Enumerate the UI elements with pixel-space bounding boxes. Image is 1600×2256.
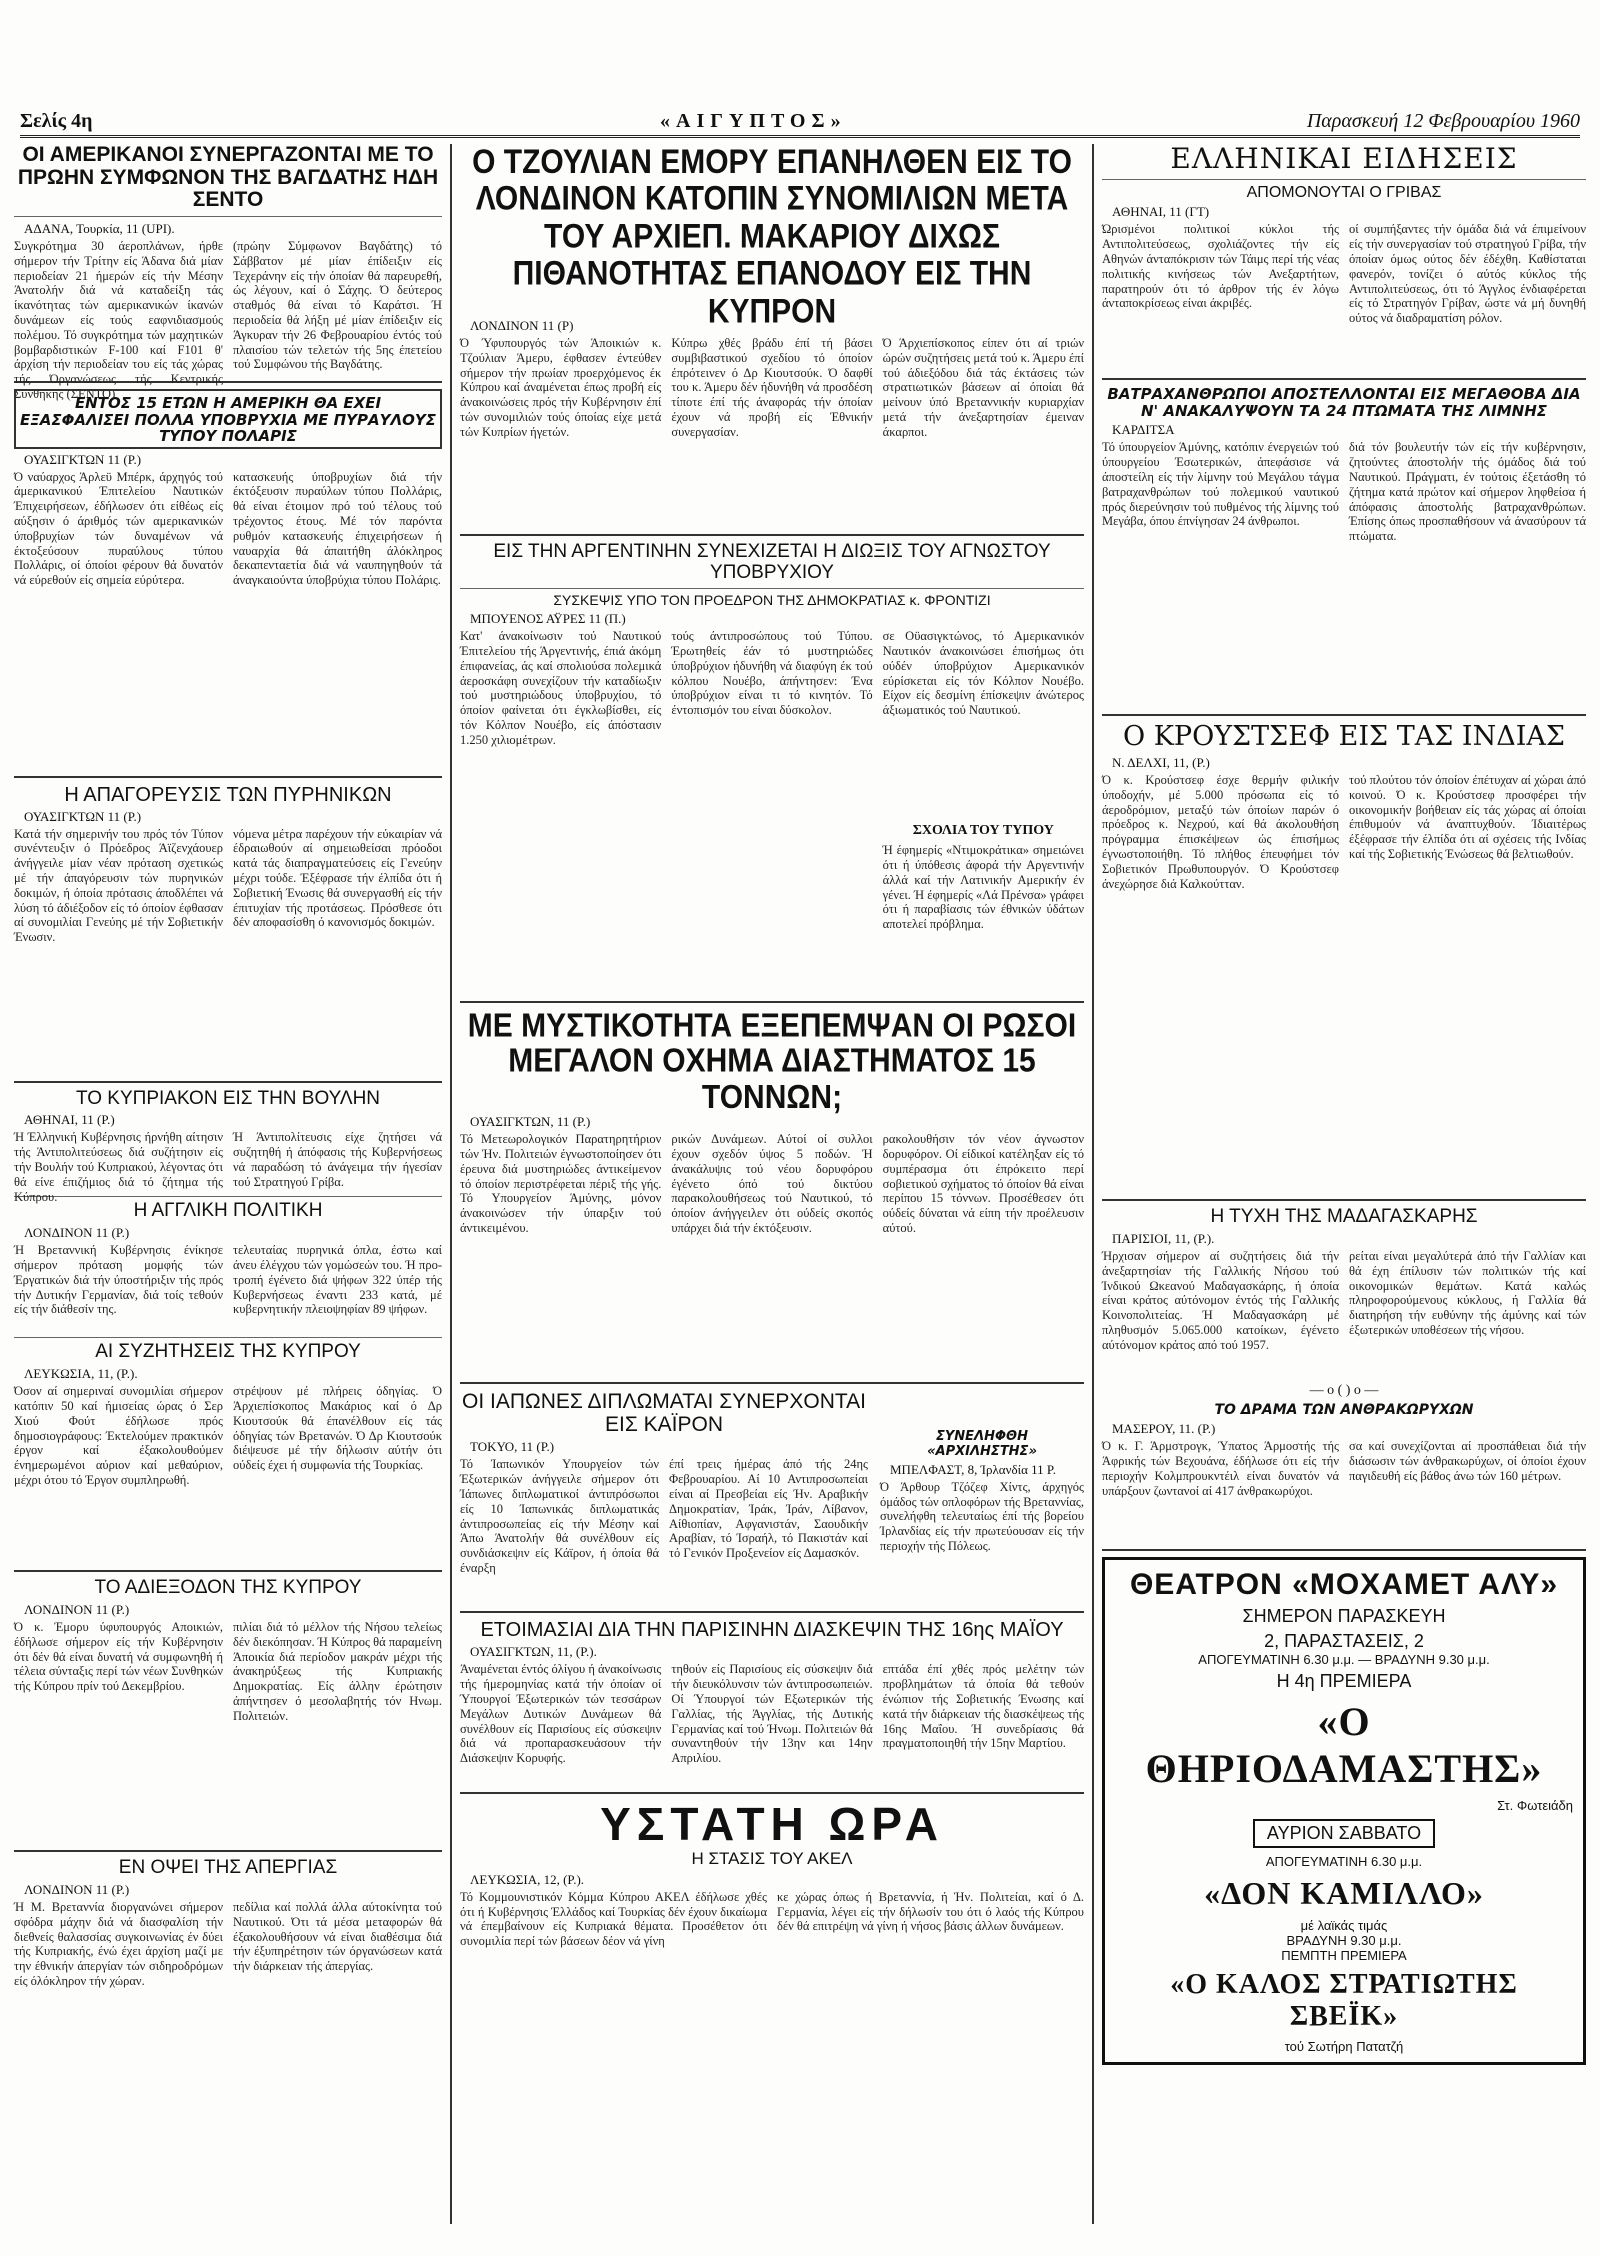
article-text: Ήρχισαν σήμερον αί συζητήσεις διά τήν άνεξαρτησίαν τής Γαλλικής Νήσου τού Ίνδικού Ωκεανού Μαδαγασκάρης, ή όποία είναι κράτος αύτόνομον έντός τής Γαλλικής Κοινοπολιτείας. Ή Μαδαγασκάρη μέ πληθυσμόν 5.065.000 κατοίκων, έγένετο αύτόνομον κράτος από τού 1957. — [1102, 1248, 1339, 1352]
column-rule — [1092, 144, 1094, 2224]
article-text: νόμενα μέτρα παρέχουν τήν εύκαιρίαν νά έδραιωθούν αί σημειωθείσαι πρόοδοι κατά τάς διαπραγματεύσεις είς Γενεύην μέχρι τούδε. Έξέφρασε τήν έλπίδα ότι ή Σοβιετική Ένωσις θά συνεργασθή είς τήν έπιτυχίαν τής προτάσεως. Πρόσθεσε ότι δέν αποφασίσθη ό κανονισμός δοκιμών. — [233, 826, 442, 930]
divider — [460, 1382, 1084, 1384]
ad-times: ΑΠΟΓΕΥΜΑΤΙΝΗ 6.30 μ.μ. — ΒΡΑΔΥΝΗ 9.30 μ.μ. — [1198, 1652, 1490, 1668]
ad-afternoon: ΑΠΟΓΕΥΜΑΤΙΝΗ 6.30 μ.μ. — [1265, 1854, 1423, 1870]
article-text: επτάδα έπί χθές πρός μελέτην τών προβλημάτων τά όποία θά τεθούν ένώπιον τής Σοβιετικής Ένωσης καί κατά τήν διάρκειαν τής διασκέψεως τής 16ης Μαΐου. Ή συνεδρίασις θά πραγματοποιηθή τήν 15ην Μαρτίου. — [882, 1662, 1084, 1751]
article-russian-spacecraft — [460, 1009, 1084, 1376]
article-text: Τό ύπουργείον Άμύνης, κατόπιν ένεργειών τού ύπουργείου Έσωτερικών, άπεφάσισε νά άποστείλη είς τήν λίμνην τού Μεγάλου τάγμα βατραχανθρώπων τού πολεμικού ναυτικού πρός διερεύνησιν τού πυθμένος τής λίμνης τού Μεγάβα, όπου έπνίγησαν 24 άνθρωποι. — [1102, 440, 1339, 529]
divider — [1102, 1549, 1586, 1551]
article-text: Άναμένεται έντός όλίγου ή άνακοίνωσις τής ήμερομηνίας κατά τήν όποίαν οί Ύπουργοί Έξωτερικών τών τεσσάρων Μεγάλων Δυτικών Δυνάμεων θά συνέλθουν είς Παρισίους είς σύσκεψιν διά νά προπαρασκευάσουν τήν Διάσκεψιν Κορυφής. — [460, 1662, 662, 1766]
headline: ΕΝ ΟΨΕΙ ΤΗΣ ΑΠΕΡΓΙΑΣ — [118, 1857, 338, 1879]
subheadline: ΣΥΣΚΕΨΙΣ ΥΠΟ ΤΟΝ ΠΡΟΕΔΡΟΝ ΤΗΣ ΔΗΜΟΚΡΑΤΙΑΣ κ. ΦΡΟΝΤΙΖΙ — [553, 591, 991, 608]
divider — [460, 534, 1084, 536]
divider — [14, 1850, 442, 1852]
headline: ΕΝΤΟΣ 15 ΕΤΩΝ Η ΑΜΕΡΙΚΗ ΘΑ ΕΧΕΙ ΕΞΑΣΦΑΛΙΣΕΙ ΠΟΛΛΑ ΥΠΟΒΡΥΧΙΑ ΜΕ ΠΥΡΑΥΛΟΥΣ ΤΥΠΟΥ ΠΟΛΑΡΙΣ — [20, 394, 436, 446]
dateline: ΜΑΣΕΡΟΥ, 11. (Ρ.) — [1112, 1421, 1216, 1437]
article-body — [1102, 440, 1586, 708]
article-body — [14, 470, 442, 770]
headline: ΥΣΤΑΤΗ ΩΡΑ — [600, 1798, 944, 1851]
center-lower-side — [880, 1390, 1084, 1605]
article-madagascar — [1102, 1207, 1586, 1379]
ad-author: Στ. Φωτειάδη — [1497, 1798, 1573, 1814]
article-cyprus-deadlock — [14, 1578, 442, 1844]
divider — [460, 1611, 1084, 1613]
press-comments-title: ΣΧΟΛΙΑ ΤΟΥ ΤΥΠΟΥ — [912, 823, 1054, 839]
article-last-hour — [460, 1800, 1084, 2007]
article-amery-london — [460, 144, 1084, 528]
article-body — [460, 629, 1084, 995]
subheadline: ΑΠΟΜΟΝΟΥΤΑΙ Ο ΓΡΙΒΑΣ — [1246, 183, 1442, 201]
article-text: Ό Ύφυπουργός τών Άποικιών κ. Τζούλιαν Άμερυ, έφθασεν έντεύθεν σήμερον τήν πρωίαν προερχόμενος έκ Κύπρου καί άναμένεται έπως προβή είς άνακοινώσεις πρός τήν Κυβέρνησιν έπί τών συνομιλιών τούς όποίας είχε μετά τών Κυπρίων ήγετών. — [460, 335, 662, 439]
dateline: ΠΑΡΙΣΙΟΙ, 11, (Ρ.). — [1112, 1230, 1215, 1246]
dateline: ΟΥΑΣΙΓΚΤΩΝ, 11 (Ρ.) — [470, 1114, 591, 1130]
article-americans-cento — [14, 143, 442, 401]
article-greek-news — [1102, 144, 1586, 372]
article-body — [14, 1900, 442, 1988]
column-rule — [450, 144, 452, 2224]
article-khrushchev-india — [1102, 722, 1586, 1193]
article-text: Κατ' άνακοίνωσιν τού Ναυτικού Έπιτελείου τής Άργεντινής, έπιά άκόμη έπιφανείας, άς καί σπολιούσα πολεμικά άεροσκάφη συνεχίζουν τήν καταδίωξιν τού μυστηριώδους ύποβρυχίου, τό όποίον φαίνεται ότι έγκλωβίσθει, είς τόν Κόλπον Νουέβο, είς άπόστασιν 1.250 χιλιομέτρων. — [460, 629, 662, 747]
dateline: ΛΟΝΔΙΝΟΝ 11 (Ρ.) — [24, 1881, 130, 1897]
dateline: ΑΘΗΝΑΙ, 11 (Ρ.) — [24, 1112, 115, 1128]
article-text: Όσον αί σημεριναί συνομιλίαι σήμερον κατόπιν 50 καί ήμισείας ώρας ό Σερ Χιού Φούτ έδήλωσε πρός δημοσιογράφους: Έκτελούμεν πρακτικόν έργον καί έξακολουθούμεν ένημερωμένοι αύριον καί μεθαύριον, μέχρι ότου τό Έργον συμπληρωθή. — [14, 1384, 223, 1487]
headline: ΟΙ ΙΑΠΩΝΕΣ ΔΙΠΛΩΜΑΤΑΙ ΣΥΝΕΡΧΟΝΤΑΙ ΕΙΣ ΚΑΪΡΟΝ — [462, 1390, 866, 1437]
column-right — [1102, 144, 1586, 2224]
divider — [14, 1337, 442, 1338]
article-text: τούς άντιπροσώπους τού Τύπου. Έρωτηθείς έάν τό μυστηριώδες ύποβρύχιον ήδυνήθη νά διαφύγη έκ τού κόλπου Νουέβο, άπήντησεν: Ένα ύποβρύχιον είναι τι τό κινητόν. Τό έντοπισμόν του είναι δύσκολον. — [671, 629, 873, 718]
article-cyprus-talks — [14, 1342, 442, 1564]
issue-date: Παρασκευή 12 Φεβρουαρίου 1960 — [1306, 110, 1580, 132]
divider — [1102, 378, 1586, 380]
article-body — [14, 239, 442, 401]
article-text: σε Οϋασιγκτώνος, τό Αμερικανικόν Ναυτικόν άνακοινώσει έπισήμως ότι ούδέν ύποβρύχιον Αμερικανικόν εύρίσκεται είς τόν Κόλπον Νουέβο. Είχον είς δεσμίνη έπίσκεψιν άνώτερος άξιωματικός τού Ναυτικού. — [882, 629, 1084, 718]
dateline: Ν. ΔΕΛΧΙ, 11, (Ρ.) — [1112, 755, 1210, 771]
headline: ΤΟ ΔΡΑΜΑ ΤΩΝ ΑΝΘΡΑΚΩΡΥΧΩΝ — [1214, 1401, 1474, 1418]
article-body — [1102, 773, 1586, 1193]
theater-name: ΘΕΑΤΡΟΝ «ΜΟΧΑΜΕΤ ΑΛΥ» — [1129, 1568, 1559, 1602]
article-text: πεδίλια καί πολλά άλλα αύτοκίνητα τού Ναυτικού. Ότι τά μέσα μεταφορών θά έξακολουθήσουν νά είναι διαθέσιμα διά τήν έξυπηρέτησιν τών όργανώσεων κατά τήν διάρκειαν τής άπεργίας. — [233, 1899, 442, 1974]
ad-premiere: Η 4η ΠΡΕΜΙΕΡΑ — [1276, 1671, 1412, 1692]
dateline: ΟΥΑΣΙΓΚΤΩΝ 11 (Ρ.) — [24, 808, 142, 824]
dateline: ΛΟΝΔΙΝΟΝ 11 (Ρ) — [470, 317, 574, 333]
article-body — [460, 1132, 1084, 1376]
divider — [14, 1196, 442, 1197]
dateline: ΚΑΡΔΙΤΣΑ — [1112, 422, 1175, 438]
page-number: Σελίς 4η — [20, 110, 93, 132]
column-left — [14, 144, 442, 2224]
dateline: ΑΘΗΝΑΙ, 11 (ΓΤ) — [1112, 204, 1210, 220]
column-center — [460, 144, 1084, 2224]
center-lower-row — [460, 1390, 1084, 1605]
headline: Ο ΤΖΟΥΛΙΑΝ ΕΜΟΡΥ ΕΠΑΝΗΛΘΕΝ ΕΙΣ ΤΟ ΛΟΝΔΙΝΟΝ ΚΑΤΟΠΙΝ ΣΥΝΟΜΙΛΙΩΝ ΜΕΤΑ ΤΟΥ ΑΡΧΙΕΠ. ΜΑΚΑΡΙΟΥ ΔΙΧΩΣ ΠΙΘΑΝΟΤΗΤΑΣ ΕΠΑΝΟΔΟΥ ΕΙΣ ΤΗΝ ΚΥΠΡΟΝ — [472, 142, 1072, 330]
dateline: ΛΕΥΚΩΣΙΑ, 12, (Ρ.). — [470, 1871, 585, 1887]
dateline: ΤΟΚΥΟ, 11 (Ρ.) — [470, 1439, 555, 1455]
ad-tomorrow: ΑΥΡΙΟΝ ΣΑΒΒΑΤΟ — [1253, 1819, 1435, 1848]
article-text: κε χώρας όπως ή Βρεταννία, ή Ήν. Πολιτείαι, καί ό Δ. Γερμανία, λέγει είς τήν δήλωσίν του ότι ό λαός τής Κύπρου δέν θά επιτρέψη νά γίνη ή νήσος βάσις άλλων δυνάμεων. — [777, 1889, 1084, 1934]
article-argentina-submarine — [460, 542, 1084, 995]
article-text: Συγκρότημα 30 άεροπλάνων, ήρθε σήμερον τήν Τρίτην είς Άδανα διά μίαν περιοδείαν 21 ήμερών είς τήν Μέσην Άνατολήν διά νά καταδείξη τάς ίκανότητας τών αμερικανικών ίκανών δυνάμεων είς τούς εαφνιδιασμούς πολέμου. Τό συγκρότημα τών μαχητικών βομβαρδιστικών F-100 καί F101 θ' άρχίση τήν περιοδείαν του είς τάς χώρας τής Όργανώσεως τής Κεντρικής Συνθήκης (ΣΕΝΤΟ) — [14, 239, 223, 401]
dateline: ΛΟΝΔΙΝΟΝ 11 (Ρ.) — [24, 1602, 130, 1618]
headline: ΕΤΟΙΜΑΣΙΑΙ ΔΙΑ ΤΗΝ ΠΑΡΙΣΙΝΗΝ ΔΙΑΣΚΕΨΙΝ ΤΗΣ 16ης ΜΑΪΟΥ — [480, 1619, 1064, 1642]
article-text: Ή Άντιπολίτευσις είχε ζητήσει νά συζητηθή ή άπόφασις τής Κυβερνήσεως νά παραδώση τό άνάγειμα τήν ήγεσίαν τού Στρατηγού Γρίβα. — [233, 1130, 442, 1189]
dateline: ΟΥΑΣΙΓΚΤΩΝ 11 (Ρ.) — [24, 451, 142, 467]
article-strike — [14, 1858, 442, 1988]
article-text: ρικών Δυνάμεων. Αύτοί οί συλλοι έχουν σχεδόν ύψος 5 ποδών. Ή άνακάλυψις τού νέου δορυφόρου έγένετο όπό τού δικτύου παρακολουθήσεως τού Ναυτικού, τό όποίον άνήγγειλεν ότι ούδείς σκοπός υπάρχει διά τήν έκτόξευσιν. — [671, 1132, 873, 1236]
article-text: Ό κ. Γ. Άρμστρογκ, Ύπατος Άρμοστής τής Άφρικής τών Βεχουάνα, έδήλωσε ότι είς τήν περιοχήν Κολμπρουκντέιλ είναι δυνατόν νά υπάρξουν ζωντανοί αί 417 άνθρακωρύχοι. — [1102, 1439, 1339, 1498]
headline: ΕΛΛΗΝΙΚΑΙ ΕΙΔΗΣΕΙΣ — [1170, 142, 1518, 175]
article-text: Ή έφημερίς «Ντιμοκράτικα» σημειώνει ότι ή ύπόθεσις άφορά τήν Αργεντινήν άλλά καί τήν Λατινικήν Αμερικήν έν γένει. Ή έφημερίς «Λά Πρένσα» γράφει ότι ή παραβίασις τών έθνικών ύδάτων αποτελεί πρόβλημα. — [882, 843, 1084, 932]
dateline: ΜΠΟΥΕΝΟΣ ΑΫΡΕΣ 11 (Π.) — [470, 611, 626, 627]
article-text: Ώρισμένοι πολιτικοί κύκλοι τής Αντιπολιτεύσεως, σχολιάζοντες τήν είς Αθηνών άνταπόκρισιν τών Τάιμς περί τής νέας πολιτικής κινήσεως τών Ανεξαρτήτων, παρατηρούν ότι τό άρθρον τής έν λόγω άνταποκρίσεως είναι άκριβές. — [1102, 222, 1339, 311]
ad-premiere-fifth: ΠΕΜΠΤΗ ΠΡΕΜΙΕΡΑ — [1281, 1948, 1407, 1964]
divider — [460, 1792, 1084, 1794]
headline: ΕΙΣ ΤΗΝ ΑΡΓΕΝΤΙΝΗΝ ΣΥΝΕΧΙΖΕΤΑΙ Η ΔΙΩΞΙΣ ΤΟΥ ΑΓΝΩΣΤΟΥ ΥΠΟΒΡΥΧΙΟΥ — [493, 540, 1051, 583]
dateline: ΛΕΥΚΩΣΙΑ, 11, (Ρ.). — [24, 1366, 138, 1382]
dateline: ΟΥΑΣΙΓΚΤΩΝ, 11, (Ρ.). — [470, 1644, 597, 1660]
headline: Η ΑΠΑΓΟΡΕΥΣΙΣ ΤΩΝ ΠΥΡΗΝΙΚΩΝ — [64, 783, 392, 806]
divider — [14, 776, 442, 778]
article-text: Τό Μετεωρολογικόν Παρατηρητήριον τών Ήν. Πολιτειών έγνωστοποίησεν ότι έρευνα διά μυστηριώδες άντικείμενον τό όποίον περιστρέφεται πέριξ τής γής. Τό Υπουργείον Άμύνης, μόνον άνακοινώσεν τήν ύπαρξιν τού άντικειμένου. — [460, 1132, 662, 1236]
divider — [460, 588, 1084, 589]
ad-performances: 2, ΠΑΡΑΣΤΑΣΕΙΣ, 2 — [1264, 1631, 1424, 1652]
divider — [14, 1081, 442, 1083]
article-body — [460, 1890, 1084, 2008]
ad-play-title: «ΔΟΝ ΚΑΜΙΛΛΟ» — [1204, 1875, 1484, 1912]
article-text: ρείται είναι μεγαλύτερά άπό τήν Γαλλίαν και θά έχη έπίλυσιν τών πολιτικών τής καί οικονομικών θεμάτων. Κατά καλώς πληροφορούμενους κύκλους, ή Γαλλία θά διατηρήση τήν ευθύνην τής άμύνης καί τών έξωτερικών υποθέσεων τής νήσου. — [1349, 1248, 1586, 1337]
newspaper-title: «ΑΙΓΥΠΤΟΣ» — [660, 110, 847, 132]
headline: ΤΟ ΑΔΙΕΞΟΔΟΝ ΤΗΣ ΚΥΠΡΟΥ — [94, 1577, 362, 1599]
theater-advertisement — [1102, 1557, 1586, 2065]
dateline: ΛΟΝΔΙΝΟΝ 11 (Ρ.) — [24, 1225, 130, 1241]
article-japanese-diplomats — [460, 1390, 868, 1605]
ad-popular-prices: μέ λαϊκάς τιμάς — [1300, 1918, 1388, 1934]
divider — [14, 1570, 442, 1572]
article-text: διά τόν βουλευτήν τών είς τήν κυβέρνησιν, ζητούντες άποστολήν τής όμάδος διά τού Ναυτικού. Πράγματι, έν τούτοις έξετάσθη τό ζήτημα κατά πρώτον καί σήμερον ληφθείσα ή άπόφασις άποστολής βατραχανθρώπων. Έπίσης όπως προσπαθήσουν νά άνασύρουν τά πτώματα. — [1349, 440, 1586, 544]
article-polaris — [14, 389, 442, 449]
article-text: τελευταίας πυρηνικά όπλα, έστω καί άνευ έλέγχου τών γομώσεών του. Ή προτροπή έγένετο διά ψήφων 322 ύπέρ τής Κυβερνήσεως έναντι 233 κατά, μέ κυβερνητικήν πλειοψηφίαν 89 ψήφων. — [233, 1243, 442, 1317]
article-text: Ό Άρθουρ Τζόζεφ Χίντς, άρχηγός όμάδος τών οπλοφόρων τής Βρεταννίας, συνελήφθη τελευταίως έπί τής βορείου Ίρλανδίας είς τήν πρωτεύουσαν είς τήν περιοχήν τής Πόλεως. — [880, 1479, 1084, 1554]
article-text: Ό ναύαρχος Άρλεϋ Μπέρκ, άρχηγός τού άμερικανικού Έπιτελείου Ναυτικών Έπιχειρήσεων, έδήλωσεν ότι είθέως είς αύξησιν ό άριθμός τών αμερικανικών ύποβρυχίων τών δυναμένων νά έκτοξεύσουν πυραύλους τύπου Πολλάρις, οί όποίοι φέρουν θά δυνατόν νά εύρεθούν είς σημεία εύρύτερα. — [14, 469, 223, 588]
article-paris-conference — [460, 1619, 1084, 1786]
divider — [14, 216, 442, 217]
ad-today: ΣΗΜΕΡΟΝ ΠΑΡΑΣΚΕΥΗ — [1242, 1606, 1446, 1627]
headline: Η ΑΓΓΛΙΚΗ ΠΟΛΙΤΙΚΗ — [133, 1200, 323, 1222]
article-body — [1102, 222, 1586, 372]
article-text: έπί τρεις ήμέρας άπό τής 24ης Φεβρουαρίου. Αί 10 Αντιπροσωπείαι είναι αί Πρεσβείαι είς Ήν. Αραβικήν Δημοκρατίαν, Ίράκ, Ίράν, Λίβανον, Αίθιοπίαν, Αφγανιστάν, Σαουδικήν Αραβίαν, τό Ίσραήλ, τό Πακιστάν καί τό Γενικόν Προξενείον είς Δαμασκόν. — [669, 1457, 868, 1561]
article-british-policy — [14, 1201, 442, 1333]
article-text: Τό Κομμουνιστικόν Κόμμα Κύπρου ΑΚΕΛ έδήλωσε χθές ότι ή Κυβέρνησις Έλλάδος καί Τουρκίας δέν έχουν δικαίωμα νά έπεμβαίνουν είς Κυπριακά θέματα. Προσέθετον ότι συνομιλία περί τών βάσεων δέον νά γίνη — [460, 1889, 767, 1949]
article-text: τού πλούτου τόν όποίον έπέτυχαν αί χώραι άπό κοινού. Ό κ. Κρούστσεφ προσφέρει τήν οικονομικήν βοήθειαν είς τάς χώρας αί όποίαι έπιθυμούν νά άναπτυχθούν. Ίδιαιτέρως έξέφρασε τήν έλπίδα ότι αί σχέσεις τής Ινδίας καί τής Σοβιετικής Ένώσεως θά βελτιωθούν. — [1349, 773, 1586, 862]
article-body — [14, 1130, 442, 1204]
article-text: οί συμπήξαντες τήν όμάδα διά νά έπιμείνουν είς τήν συνεργασίαν τού στρατηγού Γρίβα, τήν όποίαν όμως ούτος δέν έδέχθη. Καθίσταται φανερόν, τονίζει ό αύτός κύκλος τής Αντιπολιτεύσεως, ότι τό Άγγλος ένδιαφέρεται είς τό Στρατηγόν Γρίβαν, ώστε νά μή δυνηθή ούτος νά διαδραματίση ρόλον. — [1349, 222, 1586, 326]
article-body — [14, 827, 442, 1075]
article-body — [14, 1243, 442, 1333]
article-body — [460, 1457, 868, 1605]
article-body — [460, 1662, 1084, 1786]
article-text: ρακολουθήσιν τόν νέον άγνωστον δορυφόρον. Οί είδικοί κατέληξαν είς τό συμπέρασμα ότι έπρόκειτο περί σοβιετικού σχήματος τό όποίον θά είναι περίπου 15 τόννων. Προσέθεσεν ότι ούδείς δύναται νά είπη τήν προέλευσιν αύτού. — [882, 1132, 1084, 1236]
headline: ΒΑΤΡΑΧΑΝΘΡΩΠΟΙ ΑΠΟΣΤΕΛΛΟΝΤΑΙ ΕΙΣ ΜΕΓΑΘΟΒΑ ΔΙΑ Ν' ΑΝΑΚΑΛΥΨΟΥΝ ΤΑ 24 ΠΤΩΜΑΤΑ ΤΗΣ ΛΙΜΝΗΣ — [1107, 385, 1581, 420]
side-headline: ΣΥΝΕΛΗΦΘΗ «ΑΡΧΙΛΗΣΤΗΣ» — [927, 1429, 1037, 1459]
article-text: Ό κ. Έμορυ ύφυπουργός Αποικιών, έδήλωσε σήμερον είς τήν Κυβέρνησιν ότι δέν θά είναι δυνατή νά συμφωνηθή ή τέλεια σύνταξις περί τών νέων Συνθηκών τής Κύπρου πρίν τού Δεκεμβρίου. — [14, 1620, 223, 1694]
article-text: πιλίαι διά τό μέλλον τής Νήσου τελείως δέν διεκόπησαν. Ή Κύπρος θά παραμείνη Άποικία διά περίοδον μακράν μέχρι τής άνακηρύξεως τής Κυπριακής Δημοκρατίας. Είς άλλην έρώτησιν άπήντησεν ό μεσολαβητής τόν Ηνωμ. Πολιτειών. — [233, 1620, 442, 1723]
ad-play-title: «Ο ΚΑΛΟΣ ΣΤΡΑΤΙΩΤΗΣ ΣΒΕΪΚ» — [1170, 1969, 1518, 2033]
article-text: Ή Μ. Βρεταννία διοργανώνει σήμερον σφόδρα μάχην διά νά διασφαλίση τήν διεθνείς θαλασσίας συγκοινωνίας έν δύει τής Κυπριακής, ένώ έχει άρχίση μαζί με την έθνικήν άπεργίαν τών σιδηροδρόμων είς όλόκληρον τήν χώραν. — [14, 1899, 223, 1988]
subheadline: Η ΣΤΑΣΙΣ ΤΟΥ ΑΚΕΛ — [691, 1849, 853, 1869]
ad-play-title: «Ο ΘΗΡΙΟΔΑΜΑΣΤΗΣ» — [1145, 1699, 1543, 1792]
article-text: τηθούν είς Παρισίους είς σύσκεψιν διά τήν διευκόλυνσιν τών άντιπροσωπειών. Οί Ύπουργοί τών Εξωτερικών τής Γαλλίας, τής Άγγλίας, τής Δυτικής Γερμανίας καί τού Ήνωμ. Πολιτειών θά συναντηθούν τήν 13ην και 14ην Απριλίου. — [671, 1662, 873, 1766]
headline: ΟΙ ΑΜΕΡΙΚΑΝΟΙ ΣΥΝΕΡΓΑΖΟΝΤΑΙ ΜΕ ΤΟ ΠΡΩΗΝ ΣΥΜΦΩΝΟΝ ΤΗΣ ΒΑΓΔΑΤΗΣ ΗΔΗ ΣΕΝΤΟ — [17, 143, 439, 212]
article-text: Κύπρω χθές βράδυ έπί τή βάσει συμβιβαστικού σχεδίου τό όποίον έπρότεινεν ό Δρ Κιουτσούκ. Ό δαφθί του κ. Άμερυ δέν ήδυνήθη νά προσδέση τίποτε έπί τής άναφοράς τήν όποίαν έχουν νά προβή είς Έθνικήν συνεργασίαν. — [671, 335, 873, 439]
article-nuclear-ban — [14, 784, 442, 1075]
headline: ΑΙ ΣΥΖΗΤΗΣΕΙΣ ΤΗΣ ΚΥΠΡΟΥ — [95, 1341, 361, 1363]
divider — [1102, 1199, 1586, 1201]
headline: ΤΟ ΚΥΠΡΙΑΚΟΝ ΕΙΣ ΤΗΝ ΒΟΥΛΗΝ — [75, 1087, 381, 1109]
dateline: ΜΠΕΛΦΑΣΤ, 8, Ίρλανδία 11 Ρ. — [890, 1461, 1056, 1477]
dateline: ΑΔΑΝΑ, Τουρκία, 11 (UPI). — [24, 221, 175, 237]
article-text: στρέψουν μέ πλήρεις όδηγίας. Ό Άρχιεπίσκοπος Μακάριος καί ό Δρ Κιουτσούκ θά έπανέλθουν είς τάς όδηγίας τών Βρετανών. Ό Δρ Κιουτσούκ διέψευσε μέ τήν δήλωσιν αύτήν ότι ούδείς έχει ή συμφωνία τής Τουρκίας. — [233, 1384, 442, 1473]
headline: ΜΕ ΜΥΣΤΙΚΟΤΗΤΑ ΕΞΕΠΕΜΨΑΝ ΟΙ ΡΩΣΟΙ ΜΕΓΑΛΟΝ ΟΧΗΜΑ ΔΙΑΣΤΗΜΑΤΟΣ 15 ΤΟΝΝΩΝ; — [467, 1008, 1077, 1116]
headline: Ο ΚΡΟΥΣΤΣΕΦ ΕΙΣ ΤΑΣ ΙΝΔΙΑΣ — [1123, 721, 1565, 753]
article-frogmen — [1102, 386, 1586, 708]
article-text: Κατά τήν σημερινήν του πρός τόν Τύπον συνέντευξιν ό Πρόεδρος Άϊζενχάουερ άνήγγειλε μίαν νέαν πρόταση σχετικώς μέ τήν άπαγόρευσιν τών πυρηνικών δοκιμών, ή όποία πρότασις άποδλέπει νά λύση τό άδιέξοδον είς τό όποίον έφθασαν αί συνομιλίαι Γενεύης μέ τήν Σοβιετικήν Ένωσιν. — [14, 826, 223, 945]
article-coal-miners — [1102, 1403, 1586, 1543]
article-body — [1102, 1439, 1586, 1543]
article-text: (πρώην Σύμφωνον Βαγδάτης) τό Σάββατον μέ μίαν έπίδειξιν είς Τεχεράνην είς τήν όποίαν θά παρευρεθή, ώς λέγουν, καί ό Σάχης. Ό δεύτερος σταθμός θά είναι τό Καράτσι. Ή περιοδεία θά λήξη μέ μίαν έπίδειξιν είς Άγκυραν τήν 26 Φεβρουαρίου έντός τού πλαισίου τών τελετών τής 5ης έπετείου τού Συμφώνου τής Βαγδάτης. — [233, 239, 442, 372]
article-body — [1102, 1249, 1586, 1379]
center-lower-main — [460, 1390, 868, 1605]
article-body — [14, 1620, 442, 1844]
ad-author: τού Σωτήρη Πατατζή — [1284, 2039, 1404, 2055]
headline: Η ΤΥΧΗ ΤΗΣ ΜΑΔΑΓΑΣΚΑΡΗΣ — [1210, 1206, 1478, 1228]
section-ornament: — ο ( ) ο — — [1309, 1382, 1379, 1398]
ad-evening: ΒΡΑΔΥΝΗ 9.30 μ.μ. — [1286, 1933, 1402, 1949]
article-text: Ή Έλληνική Κυβέρνησις ήρνήθη αίτησιν τής Άντιπολιτεύσεως διά συζήτησιν είς τήν Βουλήν τού Κυπριακού, λέγοντας ότι θά είνε έπιζήμιος διά τό ζήτημα τής Κύπρου. — [14, 1130, 223, 1204]
masthead — [20, 108, 1580, 138]
divider — [1102, 179, 1586, 180]
article-text: κατασκευής ύποβρυχίων διά τήν έκτόξευσιν πυραύλων τύπου Πολλάρις, θά είναι έτοιμον πρό τού τέλους τού τρέχοντος έτους. Μέ τόν παρόντα ρυθμόν κατασκευής έπιχειρήσεων ή ναυαρχία θά άπαιτήθη άλόκληρος δεκαπενταετία διά νά ναυπηγηθούν τά άναγκαιούντα ύποβρύχια τύπου Πολάρις. — [233, 469, 442, 588]
article-text: Ή Βρεταννική Κυβέρνησις ένίκησε σήμερον πρόταση μομφής τών Έργατικών διά τήν ύποστήριξιν τής πρός τήν Δυτικήν Γερμανίαν, διά τοίς τεθούν είς τήν διάθεσίν της. — [14, 1243, 223, 1317]
article-text: Τό Ίαπωνικόν Υπουργείον τών Έξωτερικών άνήγγειλε σήμερον ότι Ίάπωνες διπλωματικοί άντιπρόσωποι είς 10 Ίαπωνικάς διπλωματικάς άντιπροσωπείας είς τήν Μέσην καί Άπω Άνατολήν θά συνέλθουν είς συνδιάσκεψιν είς Κάϊρον, ή όποία θά έναρξη — [460, 1457, 659, 1576]
article-body — [14, 1384, 442, 1564]
divider — [1102, 714, 1586, 716]
divider — [460, 1001, 1084, 1003]
article-text: Ό Άρχιεπίσκοπος είπεν ότι αί τριών ώρών συζητήσεις μετά τού κ. Άμερυ έπί τού άδιεξόδου διά τάς έκτάσεις τών στρατιωτικών βάσεων αί όποίαι θά μείνουν ύπό Βρεταννικήν κυριαρχίαν μετά τήν άνεξαρτησίαν έμειναν άκαρποι. — [882, 335, 1084, 439]
article-text: σα καί συνεχίζονται αί προσπάθειαι διά τήν διάσωσιν τών άνθρακωρύχων, οί όποίοι έχουν παγιδευθή είς βάθος άνω τών 160 μέτρων. — [1349, 1439, 1586, 1483]
article-text: Ό κ. Κρούστσεφ έσχε θερμήν φιλικήν ύποδοχήν, μέ 5.000 πρόσωπα είς τό άεροδρόμιον, μεταξύ τών όποίων παρών ό πρόεδρος κ. Νεχρού, καί θά άκολουθήση πρόγραμμα έπισκέψεων ώς έπισήμως έγνωστοποιήθη. Τό πλήθος έπευφήμει τόν Σοβιετικόν Πρωθυπουργόν. Ό Κρούστσεφ άνεχώρησε διά Καλκούτταν. — [1102, 773, 1339, 891]
article-body — [460, 336, 1084, 528]
article-column — [883, 629, 1084, 995]
article-cyprus-parliament — [14, 1087, 442, 1204]
